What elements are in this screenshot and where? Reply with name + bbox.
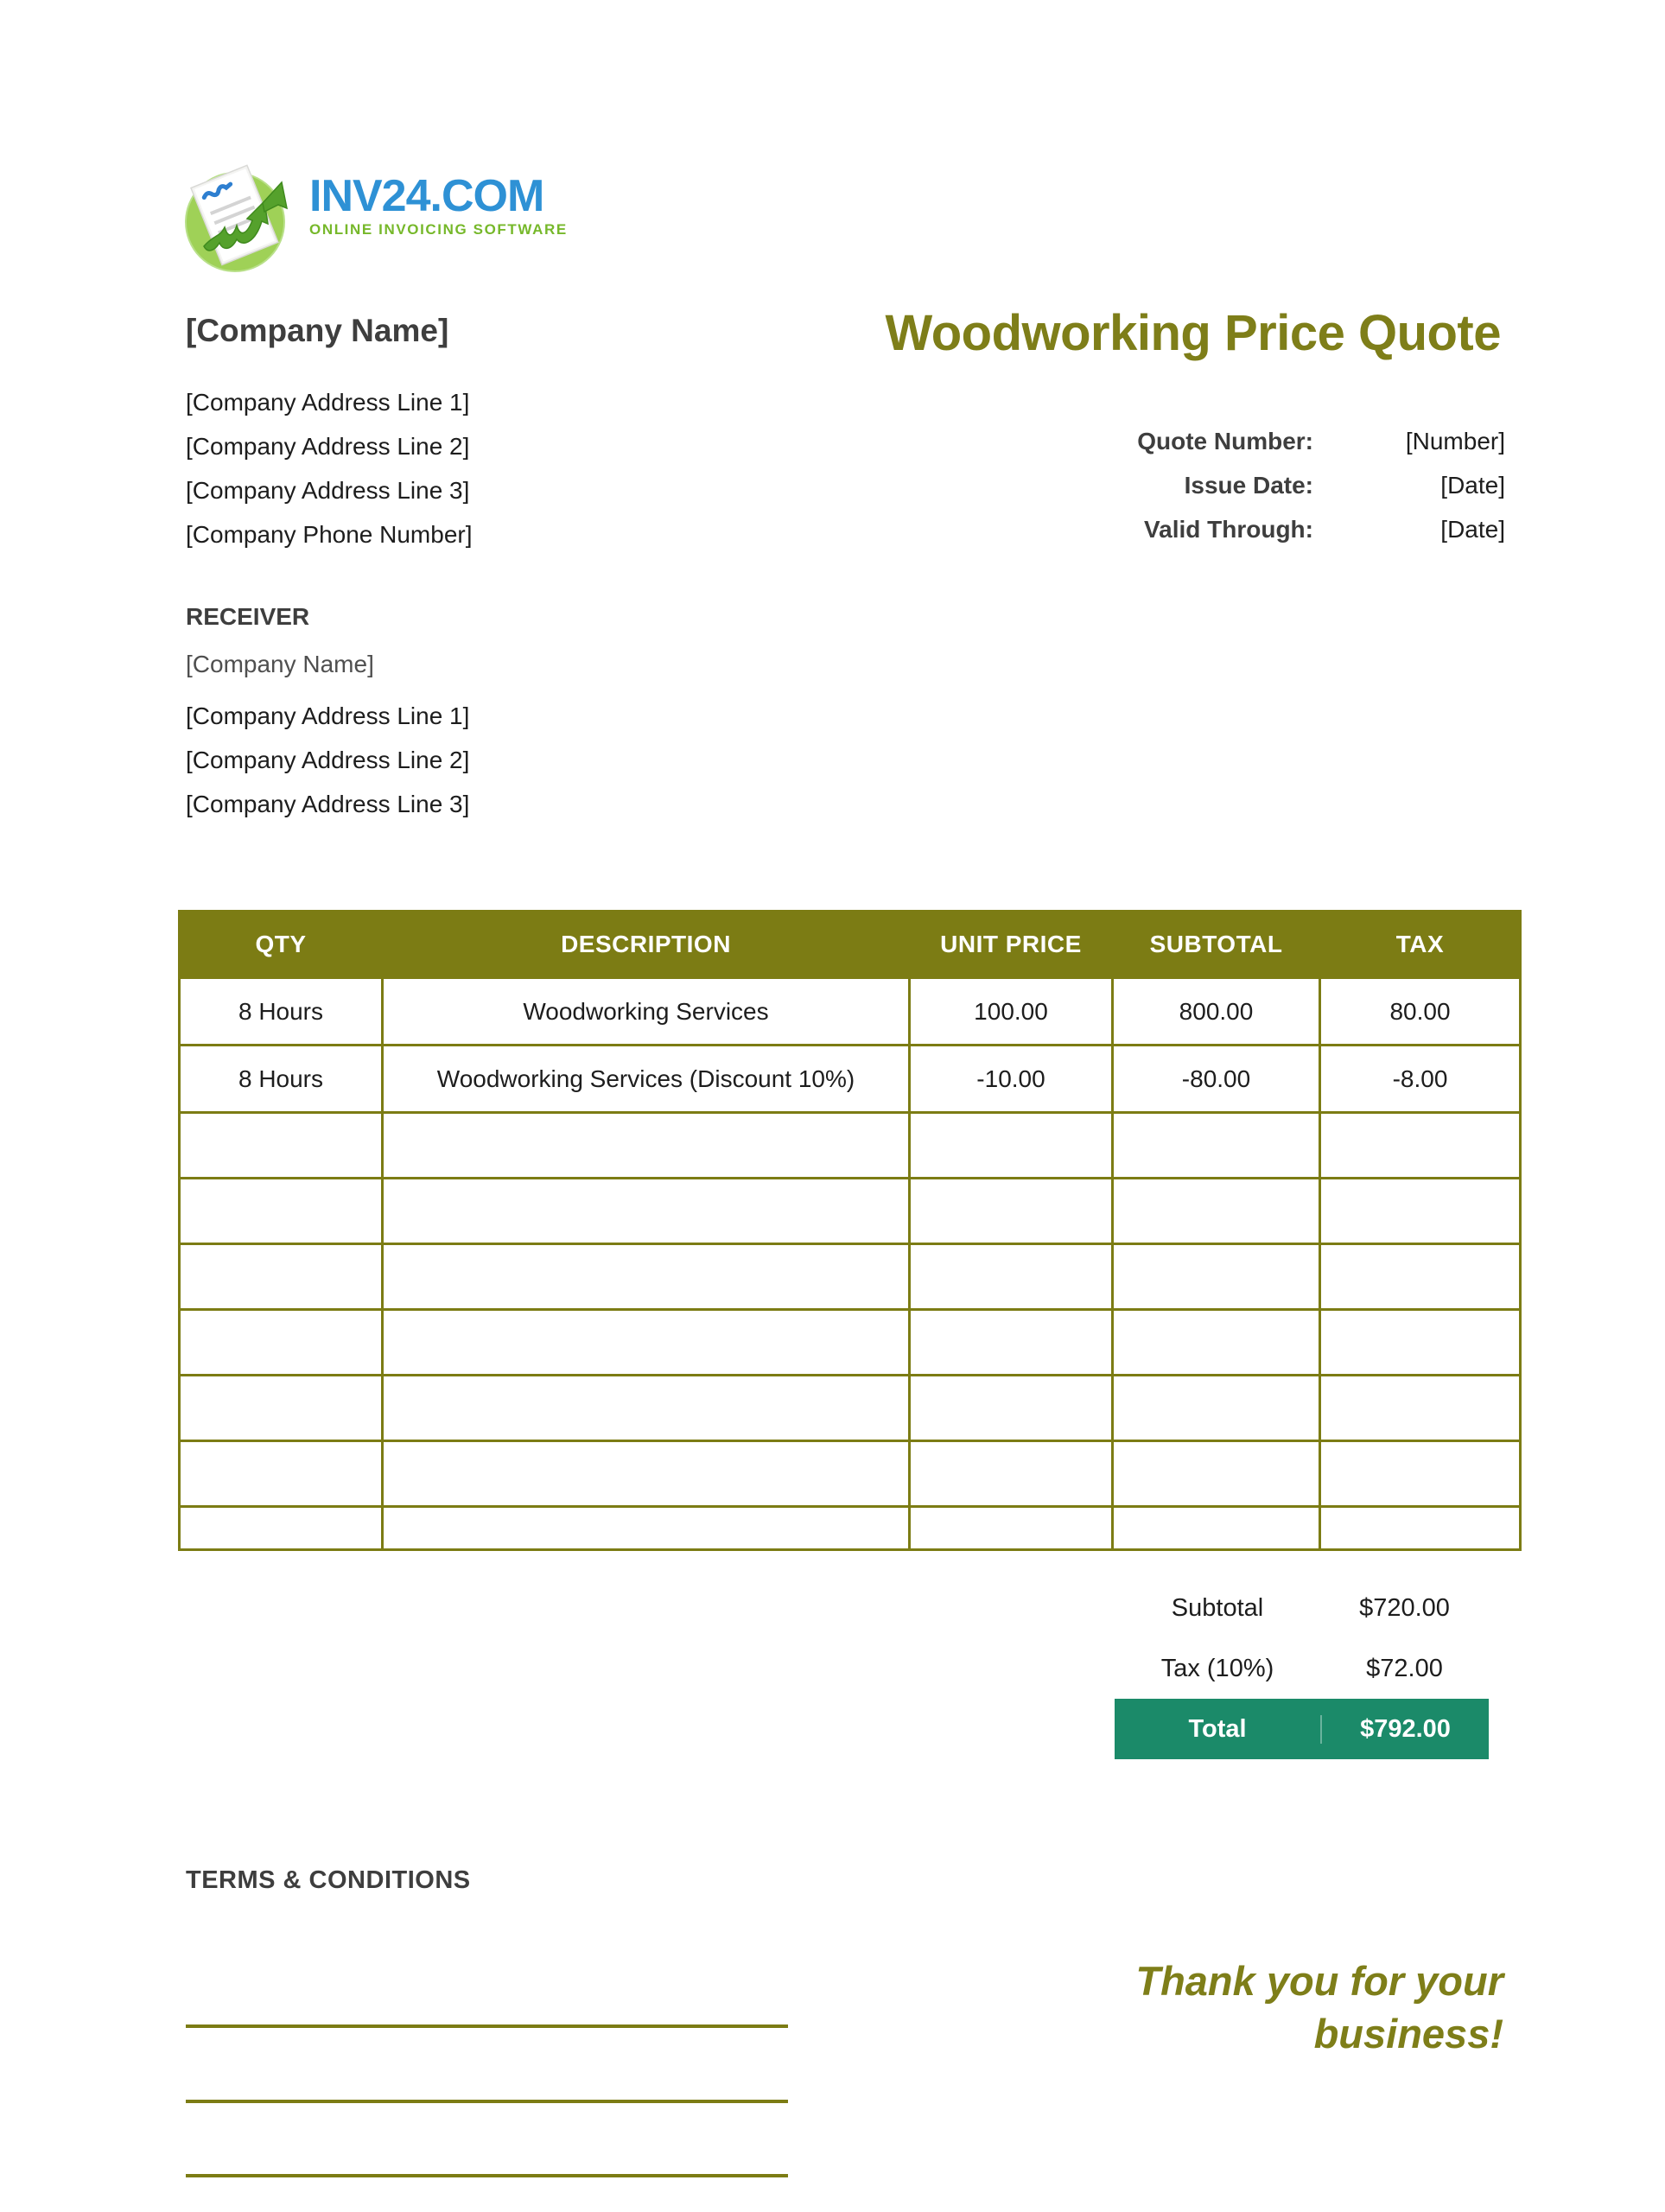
unit-price-column-header: UNIT PRICE: [910, 912, 1113, 978]
invoice-arrow-icon: [180, 158, 302, 277]
sender-address-block: [186, 380, 473, 556]
empty-table-row: [180, 1113, 1521, 1179]
sender-phone-line: [Company Phone Number]: [186, 521, 473, 548]
grand-total-row: [1115, 1699, 1489, 1759]
terms-blank-line: [186, 2174, 788, 2177]
receiver-address-line: [Company Address Line 3]: [186, 791, 470, 817]
sender-address-line: [Company Address Line 2]: [186, 433, 470, 460]
thank-you-message: Thank you for your business!: [1135, 1958, 1503, 2056]
receiver-address-line: [Company Address Line 1]: [186, 702, 470, 729]
subtotal-cell: -80.00: [1113, 1046, 1320, 1113]
terms-blank-line: [186, 2100, 788, 2103]
receiver-block: [186, 603, 469, 826]
description-column-header: DESCRIPTION: [383, 912, 910, 978]
table-row: [180, 1046, 1521, 1113]
quote-number-row: [987, 428, 1505, 472]
tax-row: [1115, 1638, 1489, 1699]
totals-block: [1115, 1578, 1489, 1759]
tax-label: Tax (10%): [1160, 1654, 1274, 1682]
issue-date-label: Issue Date:: [1184, 472, 1313, 499]
valid-through-row: [987, 516, 1505, 560]
empty-table-row: [180, 1441, 1521, 1507]
valid-through-value: [Date]: [1440, 516, 1505, 543]
empty-table-row: [180, 1244, 1521, 1310]
subtotal-value: $720.00: [1359, 1593, 1450, 1622]
grand-total-value: $792.00: [1320, 1715, 1489, 1744]
tax-column-header: TAX: [1320, 912, 1521, 978]
unit-price-cell: -10.00: [910, 1046, 1113, 1113]
quote-meta: [987, 428, 1505, 560]
receiver-address-block: [186, 694, 469, 826]
unit-price-cell: 100.00: [910, 978, 1113, 1046]
receiver-company-name: [Company Name]: [186, 651, 374, 677]
receiver-address-line: [Company Address Line 2]: [186, 747, 470, 773]
tax-value: $72.00: [1366, 1654, 1443, 1682]
subtotal-column-header: SUBTOTAL: [1113, 912, 1320, 978]
logo-brand: INV24.COM: [309, 171, 544, 221]
issue-date-row: [987, 472, 1505, 516]
qty-cell: 8 Hours: [180, 1046, 383, 1113]
terms-heading: TERMS & CONDITIONS: [186, 1866, 471, 1894]
subtotal-cell: 800.00: [1113, 978, 1320, 1046]
logo-text: [309, 171, 568, 239]
valid-through-label: Valid Through:: [1144, 516, 1313, 543]
tax-cell: 80.00: [1320, 978, 1521, 1046]
line-items-table: [178, 910, 1522, 1551]
terms-blank-line: [186, 2024, 788, 2028]
qty-cell: 8 Hours: [180, 978, 383, 1046]
empty-table-row: [180, 1310, 1521, 1376]
description-cell: Woodworking Services: [383, 978, 910, 1046]
sender-address-line: [Company Address Line 3]: [186, 477, 470, 504]
grand-total-label: Total: [1188, 1714, 1247, 1743]
receiver-heading: RECEIVER: [186, 603, 310, 630]
table-row: [180, 978, 1521, 1046]
issue-date-value: [Date]: [1440, 472, 1505, 499]
tax-cell: -8.00: [1320, 1046, 1521, 1113]
table-header-row: [180, 912, 1521, 978]
description-cell: Woodworking Services (Discount 10%): [383, 1046, 910, 1113]
sender-address-line: [Company Address Line 1]: [186, 389, 470, 416]
sender-company-name: [Company Name]: [186, 313, 449, 348]
logo-tagline: ONLINE INVOICING SOFTWARE: [309, 221, 568, 238]
subtotal-row: [1115, 1578, 1489, 1638]
subtotal-label: Subtotal: [1171, 1593, 1264, 1622]
logo: [180, 158, 568, 277]
document-title: Woodworking Price Quote: [885, 305, 1501, 361]
quote-number-label: Quote Number:: [1137, 428, 1313, 454]
empty-table-row: [180, 1507, 1521, 1550]
empty-table-row: [180, 1376, 1521, 1441]
qty-column-header: QTY: [180, 912, 383, 978]
empty-table-row: [180, 1179, 1521, 1244]
quote-number-value: [Number]: [1405, 428, 1505, 454]
